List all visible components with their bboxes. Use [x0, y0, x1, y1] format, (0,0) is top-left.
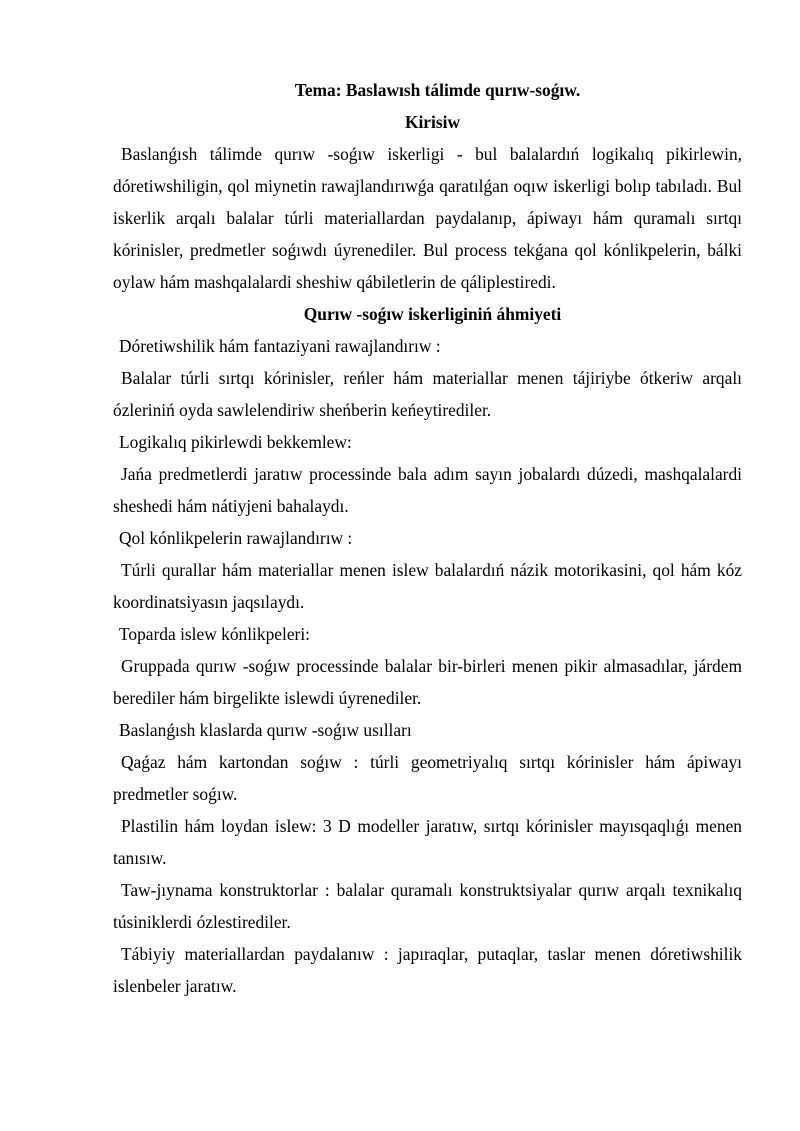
item-label-teamwork: Toparda islew kónlikpeleri: — [119, 624, 310, 644]
method-natural-materials: Tábiyiy materiallardan paydalanıw : japıraqlar, putaqlar, taslar menen dóretiwshilik islenbeler jaratıw. — [113, 944, 742, 996]
intro-paragraph: Baslanǵısh tálimde qurıw -soǵıw iskerligi - bul balalardıń logikalıq pikirlewin, dóretiwshiligin, qol miynetin rawajlandırıwǵa qaratılǵan oqıw iskerligi bolıp tabıladı. Bul iskerlik arqalı balalar túrli materiallardan paydalanıp, ápiwayı hám quramalı sırtqı kórinisler, predmetler soǵıwdı úyrenediler. Bul process tekǵana qol kónlikpelerin, bálki oylaw hám mashqalalardi sheshiw qábiletlerin de qáliplestiredi. — [113, 144, 742, 292]
method-paper: Qaǵaz hám kartondan soǵıw : túrli geometriyalıq sırtqı kórinisler hám ápiwayı predmetler soǵıw. — [113, 752, 742, 804]
document-title: Tema: Baslawısh tálimde qurıw-soǵıw. — [294, 80, 581, 100]
methods-label: Baslanǵısh klaslarda qurıw -soǵıw usılları — [119, 720, 412, 740]
item-text-logic: Jańa predmetlerdi jaratıw processinde bala adım sayın jobalardı dúzedi, mashqalalardi sheshedi hám nátiyjeni bahalaydı. — [113, 464, 742, 516]
item-text-creativity: Balalar túrli sırtqı kórinisler, reńler hám materiallar menen tájiriybe ótkeriw arqalı ózleriniń oyda sawlelendiriw sheńberin keńeytirediler. — [113, 368, 742, 420]
method-plasticine: Plastilin hám loydan islew: 3 D modeller jaratıw, sırtqı kórinisler mayısqaqlıǵı menen tanısıw. — [113, 816, 742, 868]
item-label-creativity: Dóretiwshilik hám fantaziyani rawajlandırıw : — [119, 336, 441, 356]
item-text-teamwork: Gruppada qurıw -soǵıw processinde balalar bir-birleri menen pikir almasadılar, járdem berediler hám birgelikte islewdi úyrenediler. — [113, 656, 742, 708]
item-text-hand-skills: Túrli qurallar hám materiallar menen islew balalardıń názik motorikasini, qol hám kóz koordinatsiyasın jaqsılaydı. — [113, 560, 742, 612]
section-heading: Qurıw -soǵıw iskerliginiń áhmiyeti — [303, 304, 562, 324]
method-constructors: Taw-jıynama konstruktorlar : balalar quramalı konstruktsiyalar qurıw arqalı texnikalıq túsiniklerdi ózlestirediler. — [113, 880, 742, 932]
item-label-logic: Logikalıq pikirlewdi bekkemlew: — [119, 432, 352, 452]
intro-heading: Kirisiw — [404, 112, 461, 132]
item-label-hand-skills: Qol kónlikpelerin rawajlandırıw : — [119, 528, 353, 548]
